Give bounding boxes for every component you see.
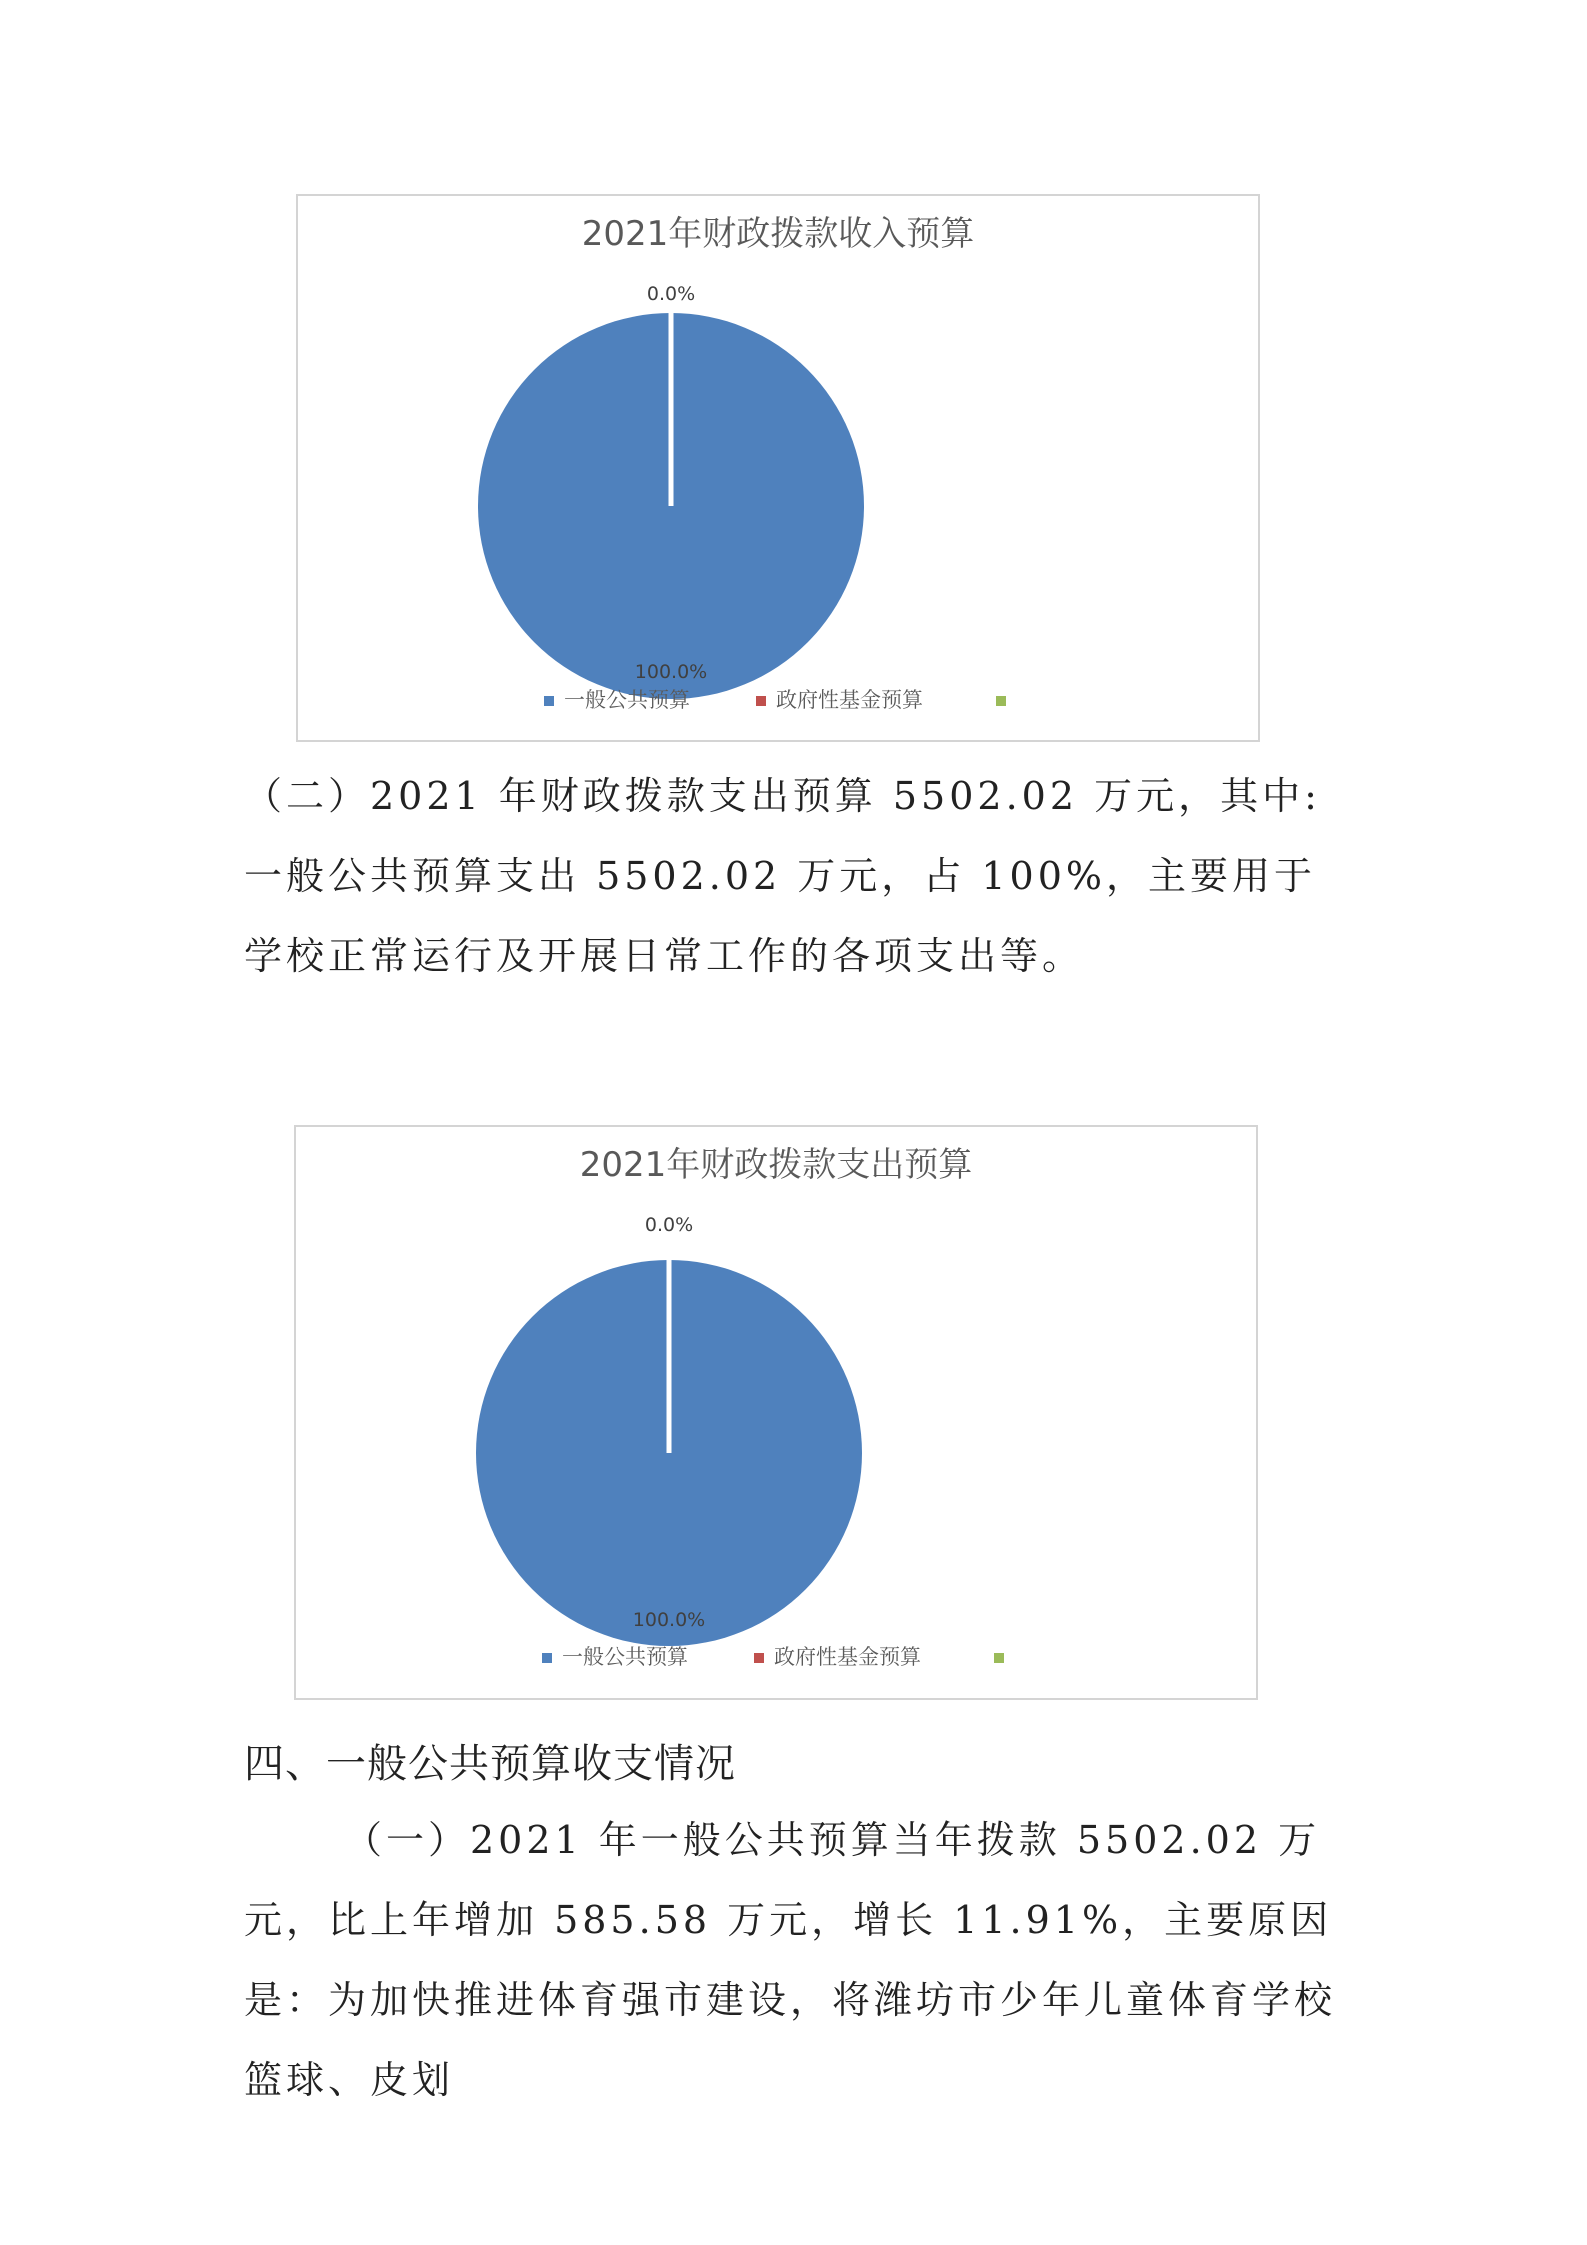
section-heading: 四、一般公共预算收支情况 (244, 1741, 736, 1787)
data-label: 100.0% (632, 1609, 706, 1631)
expenditure-budget-chart (294, 1125, 1258, 1700)
chart-title: 2021年财政拨款支出预算 (579, 1145, 973, 1185)
legend-swatch (994, 1653, 1004, 1663)
legend (544, 688, 1006, 712)
expenditure-budget-pie-svg (296, 1127, 1256, 1698)
data-label: 0.0% (646, 283, 696, 305)
legend-label: 一般公共预算 (564, 688, 690, 712)
income-budget-pie-svg (298, 196, 1258, 740)
legend-swatch (754, 1653, 764, 1663)
paragraph-expenditure-budget: （二）2021 年财政拨款支出预算 5502.02 万元，其中:一般公共预算支出 5502.02 万元，占 100%，主要用于学校正常运行及开展日常工作的各项支出等。 (244, 774, 1321, 978)
legend-swatch (756, 696, 766, 706)
paragraph-general-budget: （一）2021 年一般公共预算当年拨款 5502.02 万元，比上年增加 585.58 万元，增长 11.91%，主要原因是：为加快推进体育强市建设，将潍坊市少年儿童体育学校篮球、皮划 (244, 1818, 1337, 2102)
legend-label: 政府性基金预算 (774, 1645, 921, 1669)
legend (542, 1645, 1004, 1669)
legend-swatch (996, 696, 1006, 706)
data-label: 100.0% (634, 661, 708, 683)
legend-swatch (544, 696, 554, 706)
legend-label: 政府性基金预算 (776, 688, 923, 712)
legend-label: 一般公共预算 (562, 1645, 688, 1669)
chart-title: 2021年财政拨款收入预算 (581, 214, 975, 254)
pie-group (476, 1259, 862, 1646)
pie-group (478, 312, 864, 699)
legend-swatch (542, 1653, 552, 1663)
data-label: 0.0% (644, 1214, 694, 1236)
income-budget-chart (296, 194, 1260, 742)
